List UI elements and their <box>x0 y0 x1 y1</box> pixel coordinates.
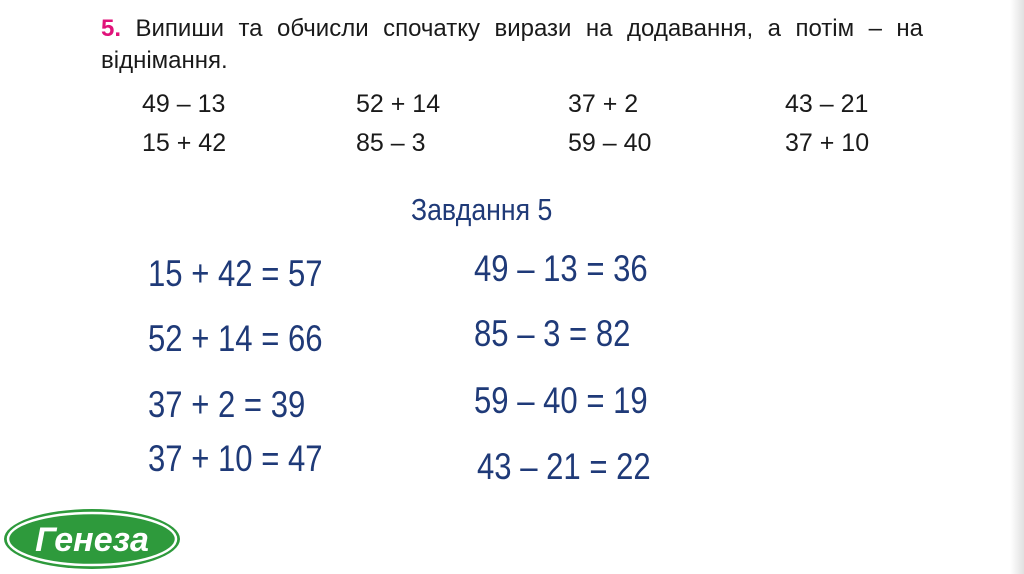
subtraction-answer-3: 59 – 40 = 19 <box>474 380 648 421</box>
genesa-logo <box>2 507 182 571</box>
task-number: 5. <box>101 15 122 42</box>
expression-3: 37 + 2 <box>568 90 639 118</box>
task-text: Випиши та обчисли спочатку вирази на додавання, а потім – на віднімання. <box>101 15 924 74</box>
expression-1: 49 – 13 <box>142 90 226 118</box>
subtraction-answer-2: 85 – 3 = 82 <box>474 313 631 354</box>
subtraction-answer-1: 49 – 13 = 36 <box>474 248 648 289</box>
solution-heading: Завдання 5 <box>411 192 553 227</box>
expression-4: 43 – 21 <box>785 90 869 118</box>
expression-6: 85 – 3 <box>356 129 426 157</box>
expression-5: 15 + 42 <box>142 129 227 157</box>
addition-answer-3: 37 + 2 = 39 <box>148 384 306 425</box>
expression-7: 59 – 40 <box>568 129 652 157</box>
addition-answer-4: 37 + 10 = 47 <box>148 438 323 479</box>
page-edge-shadow <box>1010 0 1024 574</box>
task-statement <box>101 13 923 77</box>
addition-answer-1: 15 + 42 = 57 <box>148 253 323 294</box>
expression-2: 52 + 14 <box>356 90 441 118</box>
expression-8: 37 + 10 <box>785 129 870 157</box>
subtraction-answer-4: 43 – 21 = 22 <box>477 446 651 487</box>
logo-text: Генеза <box>35 521 149 559</box>
addition-answer-2: 52 + 14 = 66 <box>148 318 323 359</box>
